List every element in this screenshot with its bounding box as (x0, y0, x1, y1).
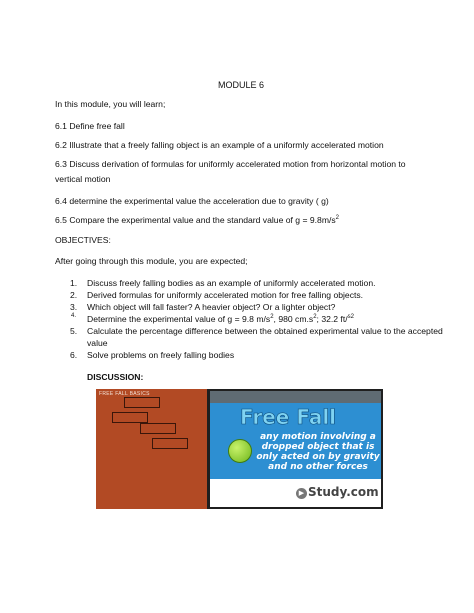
outcome-6-2: 6.2 Illustrate that a freely falling object is an example of a uniformly accelerated motion (55, 140, 384, 150)
list-item: 5. Calculate the percentage difference between the obtained experimental value to the accepted value (70, 326, 443, 348)
free-fall-image (96, 389, 383, 509)
free-fall-heading: Free Fall (240, 405, 337, 429)
discussion-heading: DISCUSSION: (87, 372, 144, 382)
falling-block (152, 438, 188, 449)
falling-block (140, 423, 176, 434)
falling-block (112, 412, 148, 423)
intro-text: In this module, you will learn; (55, 99, 166, 109)
outcome-6-1: 6.1 Define free fall (55, 121, 125, 131)
tennis-ball-icon (228, 439, 252, 463)
list-item: 2. Derived formulas for uniformly accelerated motion for free falling objects. (70, 290, 364, 300)
falling-block (124, 397, 160, 408)
list-item: 4. Determine the experimental value of g = 9.8 $m/s^2$, 980 $cm.s^2$; 32.2 ft/$^{s2}$ (71, 313, 354, 324)
free-fall-definition: any motion involving a dropped object that is only acted on by gravity and no other forces (256, 432, 380, 472)
outcome-6-4: 6.4 determine the experimental value the acceleration due to gravity ( g) (55, 196, 329, 206)
list-item: 1. Discuss freely falling bodies as an example of uniformly accelerated motion. (70, 278, 376, 288)
study-logo: ▶ Study.com (296, 485, 379, 499)
list-item: 6. Solve problems on freely falling bodies (70, 350, 235, 360)
objectives-list (70, 277, 450, 361)
outcome-6-3: 6.3 Discuss derivation of formulas for uniformly accelerated motion from horizontal motion to vertical motion (55, 159, 406, 184)
module-title: MODULE 6 (218, 80, 265, 90)
left-panel-title: FREE FALL BASICS (99, 391, 150, 397)
left-panel (96, 389, 207, 509)
objectives-intro: After going through this module, you are expected; (55, 256, 248, 266)
outcome-6-5: 6.5 Compare the experimental value and the standard value of $g = 9.8m/s^2$ (55, 215, 340, 225)
right-panel (207, 389, 383, 509)
list-item: 3. Which object will fall faster? A heavier object? Or a lighter object? (70, 302, 336, 312)
objectives-heading: OBJECTIVES: (55, 235, 111, 245)
play-icon: ▶ (296, 488, 307, 499)
